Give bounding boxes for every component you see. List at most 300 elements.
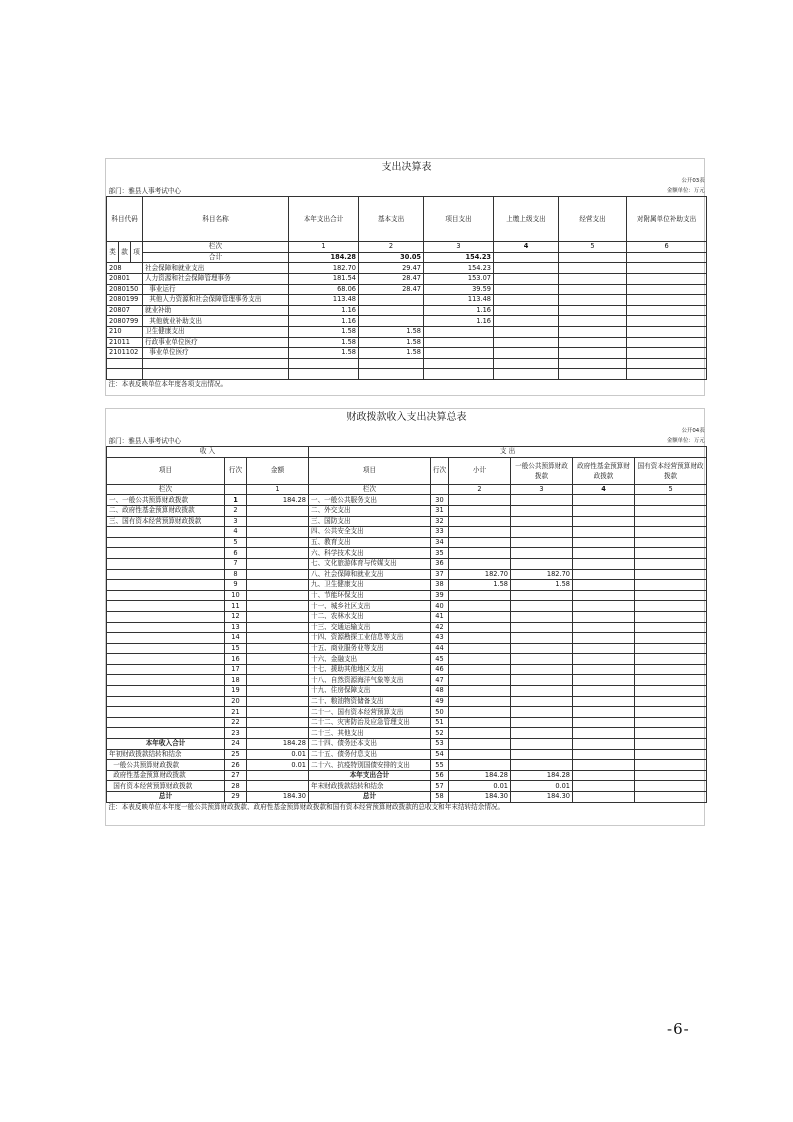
table-row	[107, 305, 707, 316]
amount-cell: 29.47	[359, 263, 424, 274]
table-row	[107, 558, 707, 569]
fund-cell	[573, 770, 635, 781]
amount-cell	[359, 369, 424, 380]
expense-item: 十二、农林水支出	[309, 611, 431, 622]
income-line: 23	[225, 728, 247, 739]
table-row	[107, 337, 707, 348]
income-amount: 0.01	[247, 760, 309, 771]
expense-line: 42	[431, 622, 449, 633]
expense-item: 二十四、债务还本支出	[309, 739, 431, 750]
income-amount	[247, 505, 309, 516]
state-cell	[635, 558, 707, 569]
fund-cell	[573, 505, 635, 516]
table-row	[107, 495, 707, 506]
expense-line: 34	[431, 537, 449, 548]
total-cell: 30.05	[359, 252, 424, 263]
general-cell	[511, 527, 573, 538]
fund-cell	[573, 601, 635, 612]
header-general: 一般公共预算财政拨款	[511, 457, 573, 484]
income-item	[107, 611, 225, 622]
header-lei: 类	[107, 242, 119, 263]
total-cell	[559, 252, 627, 263]
state-cell	[635, 654, 707, 665]
amount-cell: 113.48	[289, 295, 359, 306]
col-num: 3	[511, 484, 573, 495]
income-item: 本年收入合计	[107, 739, 225, 750]
general-cell: 184.28	[511, 770, 573, 781]
fiscal-summary-sheet	[105, 408, 705, 826]
amount-cell	[494, 305, 559, 316]
header-lanci2: 栏次	[309, 484, 431, 495]
income-line: 14	[225, 633, 247, 644]
expense-item: 六、科学技术支出	[309, 548, 431, 559]
income-line: 2	[225, 505, 247, 516]
table-row	[107, 728, 707, 739]
header-kuan: 款	[119, 242, 131, 263]
income-line: 10	[225, 590, 247, 601]
subject-code: 210	[107, 326, 143, 337]
table-row	[107, 348, 707, 359]
income-line: 28	[225, 781, 247, 792]
income-line: 8	[225, 569, 247, 580]
expense-line: 36	[431, 558, 449, 569]
table2-title: 财政拨款收入支出决算总表	[346, 412, 467, 423]
income-line: 27	[225, 770, 247, 781]
amount-cell	[494, 369, 559, 380]
table-row	[107, 326, 707, 337]
fund-cell	[573, 749, 635, 760]
amount-cell	[359, 295, 424, 306]
fund-cell	[573, 548, 635, 559]
subject-name: 其他人力资源和社会保障管理事务支出	[143, 295, 289, 306]
subject-name: 事业运行	[143, 284, 289, 295]
amount-cell	[627, 305, 707, 316]
fund-cell	[573, 516, 635, 527]
table1-note: 注：本表反映单位本年度各项支出情况。	[108, 380, 228, 389]
fund-cell	[573, 611, 635, 622]
general-cell	[511, 611, 573, 622]
table-row	[107, 760, 707, 771]
fiscal-summary-table	[106, 409, 707, 812]
col-num: 1	[247, 484, 309, 495]
subject-code: 2080199	[107, 295, 143, 306]
state-cell	[635, 537, 707, 548]
amount-cell: 113.48	[424, 295, 494, 306]
table-row	[107, 675, 707, 686]
general-cell	[511, 686, 573, 697]
expense-item: 一、一般公共服务支出	[309, 495, 431, 506]
amount-cell	[494, 284, 559, 295]
amount-cell	[627, 358, 707, 369]
table-row	[107, 505, 707, 516]
general-cell	[511, 558, 573, 569]
expense-item: 十五、商业服务业等支出	[309, 643, 431, 654]
general-cell	[511, 590, 573, 601]
amount-cell: 1.58	[289, 348, 359, 359]
income-amount	[247, 611, 309, 622]
state-cell	[635, 728, 707, 739]
expense-line: 56	[431, 770, 449, 781]
income-line: 24	[225, 739, 247, 750]
amount-cell: 182.70	[289, 263, 359, 274]
amount-cell	[559, 358, 627, 369]
expense-line: 32	[431, 516, 449, 527]
income-amount: 184.28	[247, 495, 309, 506]
income-line: 12	[225, 611, 247, 622]
subject-name	[143, 358, 289, 369]
income-item	[107, 569, 225, 580]
expense-line: 30	[431, 495, 449, 506]
subject-code: 208	[107, 263, 143, 274]
amount-cell	[559, 348, 627, 359]
income-item	[107, 728, 225, 739]
expense-line: 53	[431, 739, 449, 750]
fund-cell	[573, 590, 635, 601]
subtotal-cell	[449, 686, 511, 697]
expense-line: 58	[431, 792, 449, 803]
income-amount: 0.01	[247, 749, 309, 760]
amount-cell: 28.47	[359, 284, 424, 295]
amount-cell	[359, 358, 424, 369]
amount-cell	[494, 316, 559, 327]
state-cell	[635, 505, 707, 516]
table-row	[107, 527, 707, 538]
amount-cell	[424, 337, 494, 348]
amount-cell	[494, 337, 559, 348]
general-cell	[511, 728, 573, 739]
header-upper: 上缴上级支出	[494, 197, 559, 242]
general-cell: 0.01	[511, 781, 573, 792]
state-cell	[635, 760, 707, 771]
income-line: 16	[225, 654, 247, 665]
table-row	[107, 707, 707, 718]
expense-line: 43	[431, 633, 449, 644]
header-xiang: 项	[131, 242, 143, 263]
subtotal-cell	[449, 527, 511, 538]
subtotal-cell	[449, 749, 511, 760]
table-row	[107, 601, 707, 612]
income-amount: 184.28	[247, 739, 309, 750]
expense-item: 二十五、债务付息支出	[309, 749, 431, 760]
expense-item: 十、节能环保支出	[309, 590, 431, 601]
fund-cell	[573, 569, 635, 580]
general-cell: 184.30	[511, 792, 573, 803]
col-num: 2	[449, 484, 511, 495]
general-cell	[511, 548, 573, 559]
income-line: 20	[225, 696, 247, 707]
subtotal-cell	[449, 622, 511, 633]
amount-cell	[494, 358, 559, 369]
general-cell	[511, 760, 573, 771]
amount-cell	[559, 284, 627, 295]
amount-cell	[559, 263, 627, 274]
subtotal-cell	[449, 760, 511, 771]
general-cell	[511, 643, 573, 654]
income-item	[107, 590, 225, 601]
table-row	[107, 537, 707, 548]
state-cell	[635, 527, 707, 538]
state-cell	[635, 749, 707, 760]
income-amount	[247, 643, 309, 654]
expense-item: 二十二、灾害防治及应急管理支出	[309, 717, 431, 728]
amount-cell: 1.16	[289, 316, 359, 327]
expense-header: 支 出	[309, 447, 707, 458]
col-num: 6	[627, 242, 707, 253]
state-cell	[635, 739, 707, 750]
amount-cell: 1.16	[289, 305, 359, 316]
income-amount	[247, 728, 309, 739]
amount-cell	[627, 369, 707, 380]
income-amount	[247, 548, 309, 559]
amount-cell	[627, 348, 707, 359]
state-cell	[635, 707, 707, 718]
subject-code	[107, 358, 143, 369]
general-cell	[511, 537, 573, 548]
expense-item: 八、社会保障和就业支出	[309, 569, 431, 580]
expense-item: 年末财政拨款结转和结余	[309, 781, 431, 792]
subject-code: 2080799	[107, 316, 143, 327]
income-line: 22	[225, 717, 247, 728]
general-cell	[511, 749, 573, 760]
expense-line: 57	[431, 781, 449, 792]
col-num: 3	[424, 242, 494, 253]
amount-cell	[559, 316, 627, 327]
fund-cell	[573, 707, 635, 718]
income-line: 3	[225, 516, 247, 527]
subject-name: 事业单位医疗	[143, 348, 289, 359]
table-row	[107, 284, 707, 295]
state-cell	[635, 601, 707, 612]
header-project: 项目支出	[424, 197, 494, 242]
table1-unit: 金额单位：万元	[666, 187, 705, 194]
subtotal-cell	[449, 675, 511, 686]
table-row	[107, 622, 707, 633]
amount-cell	[424, 326, 494, 337]
subtotal-cell: 184.28	[449, 770, 511, 781]
state-cell	[635, 717, 707, 728]
subtotal-cell	[449, 664, 511, 675]
state-cell	[635, 643, 707, 654]
amount-cell	[627, 284, 707, 295]
page-number: -6-	[667, 1020, 690, 1038]
income-line: 25	[225, 749, 247, 760]
expense-item: 七、文化旅游体育与传媒支出	[309, 558, 431, 569]
subtotal-cell	[449, 611, 511, 622]
total-cell	[627, 252, 707, 263]
subject-name: 其他就业补助支出	[143, 316, 289, 327]
expense-item: 十三、交通运输支出	[309, 622, 431, 633]
expense-line: 33	[431, 527, 449, 538]
income-amount	[247, 590, 309, 601]
income-line: 13	[225, 622, 247, 633]
table-row	[107, 749, 707, 760]
header-amount: 金额	[247, 457, 309, 484]
amount-cell	[559, 295, 627, 306]
expense-item: 二十一、国有资本经营预算支出	[309, 707, 431, 718]
header-code: 科目代码	[107, 197, 143, 242]
amount-cell	[424, 348, 494, 359]
subject-name: 行政事业单位医疗	[143, 337, 289, 348]
expense-line: 55	[431, 760, 449, 771]
income-line: 18	[225, 675, 247, 686]
expense-line: 48	[431, 686, 449, 697]
amount-cell: 1.16	[424, 316, 494, 327]
income-amount	[247, 601, 309, 612]
income-amount	[247, 527, 309, 538]
expense-item: 九、卫生健康支出	[309, 580, 431, 591]
income-line: 29	[225, 792, 247, 803]
subject-code: 2101102	[107, 348, 143, 359]
income-amount: 184.30	[247, 792, 309, 803]
table-row	[107, 263, 707, 274]
amount-cell: 39.59	[424, 284, 494, 295]
expense-item: 五、教育支出	[309, 537, 431, 548]
subtotal-cell	[449, 601, 511, 612]
expense-item: 十八、自然资源海洋气象等支出	[309, 675, 431, 686]
general-cell	[511, 505, 573, 516]
amount-cell	[627, 326, 707, 337]
table-row	[107, 781, 707, 792]
table-row	[107, 643, 707, 654]
table-row	[107, 739, 707, 750]
subtotal-cell: 184.30	[449, 792, 511, 803]
expense-line: 37	[431, 569, 449, 580]
fund-cell	[573, 643, 635, 654]
amount-cell: 1.58	[359, 348, 424, 359]
income-amount	[247, 580, 309, 591]
fund-cell	[573, 781, 635, 792]
table-row	[107, 295, 707, 306]
general-cell	[511, 696, 573, 707]
income-item: 总计	[107, 792, 225, 803]
fund-cell	[573, 739, 635, 750]
amount-cell	[494, 295, 559, 306]
amount-cell	[559, 369, 627, 380]
subtotal-cell	[449, 717, 511, 728]
subject-code: 20801	[107, 273, 143, 284]
income-item	[107, 548, 225, 559]
col-num: 2	[359, 242, 424, 253]
income-item	[107, 686, 225, 697]
state-cell	[635, 664, 707, 675]
amount-cell	[359, 316, 424, 327]
table-row	[107, 316, 707, 327]
expense-item: 二、外交支出	[309, 505, 431, 516]
income-line: 9	[225, 580, 247, 591]
general-cell	[511, 664, 573, 675]
amount-cell	[559, 326, 627, 337]
table-row	[107, 590, 707, 601]
header-subsidy: 对附属单位补助支出	[627, 197, 707, 242]
amount-cell: 1.58	[359, 326, 424, 337]
state-cell	[635, 516, 707, 527]
general-cell	[511, 707, 573, 718]
subject-name	[143, 369, 289, 380]
fund-cell	[573, 537, 635, 548]
income-amount	[247, 537, 309, 548]
amount-cell	[424, 369, 494, 380]
income-item	[107, 633, 225, 644]
table-row	[107, 654, 707, 665]
income-line: 17	[225, 664, 247, 675]
table-row	[107, 548, 707, 559]
income-amount	[247, 675, 309, 686]
table-row	[107, 633, 707, 644]
income-item	[107, 622, 225, 633]
table2-note: 注：本表反映单位本年度一般公共预算财政拨款、政府性基金预算财政拨款和国有资本经营预算财政拨款的总收支和年末结转结余情况。	[108, 802, 505, 811]
subtotal-cell	[449, 739, 511, 750]
amount-cell	[627, 263, 707, 274]
income-line: 4	[225, 527, 247, 538]
income-line: 21	[225, 707, 247, 718]
expense-line: 50	[431, 707, 449, 718]
amount-cell	[559, 273, 627, 284]
income-item	[107, 643, 225, 654]
state-cell	[635, 770, 707, 781]
income-amount	[247, 516, 309, 527]
general-cell	[511, 633, 573, 644]
subtotal-cell	[449, 707, 511, 718]
state-cell	[635, 633, 707, 644]
subtotal-cell	[449, 654, 511, 665]
table-row	[107, 770, 707, 781]
table-row	[107, 686, 707, 697]
amount-cell	[559, 337, 627, 348]
income-item	[107, 558, 225, 569]
table1-form-code: 公开03表	[681, 178, 705, 185]
income-amount	[247, 558, 309, 569]
table-row	[107, 273, 707, 284]
subtotal-cell	[449, 495, 511, 506]
table-row	[107, 569, 707, 580]
fund-cell	[573, 580, 635, 591]
state-cell	[635, 548, 707, 559]
fund-cell	[573, 686, 635, 697]
state-cell	[635, 622, 707, 633]
expense-item: 十七、援助其他地区支出	[309, 664, 431, 675]
col-num: 5	[635, 484, 707, 495]
income-item	[107, 707, 225, 718]
general-cell	[511, 495, 573, 506]
income-item: 一、一般公共预算财政拨款	[107, 495, 225, 506]
subject-name: 社会保障和就业支出	[143, 263, 289, 274]
table2-unit: 金额单位：万元	[666, 437, 705, 444]
header-line: 行次	[225, 457, 247, 484]
income-line: 1	[225, 495, 247, 506]
expense-line: 39	[431, 590, 449, 601]
expense-item: 十九、住房保障支出	[309, 686, 431, 697]
amount-cell	[627, 337, 707, 348]
expense-line: 40	[431, 601, 449, 612]
amount-cell: 181.54	[289, 273, 359, 284]
expense-line: 51	[431, 717, 449, 728]
amount-cell	[559, 305, 627, 316]
expense-line: 41	[431, 611, 449, 622]
income-item: 一般公共预算财政拨款	[107, 760, 225, 771]
expense-line: 35	[431, 548, 449, 559]
general-cell	[511, 717, 573, 728]
fund-cell	[573, 558, 635, 569]
state-cell	[635, 611, 707, 622]
table-row	[107, 696, 707, 707]
income-item: 国有资本经营预算财政拨款	[107, 781, 225, 792]
subject-code	[107, 369, 143, 380]
expense-item: 三、国防支出	[309, 516, 431, 527]
subtotal-cell	[449, 516, 511, 527]
amount-cell	[494, 263, 559, 274]
expenditure-table	[106, 159, 707, 390]
expense-item: 二十、粮油物资储备支出	[309, 696, 431, 707]
